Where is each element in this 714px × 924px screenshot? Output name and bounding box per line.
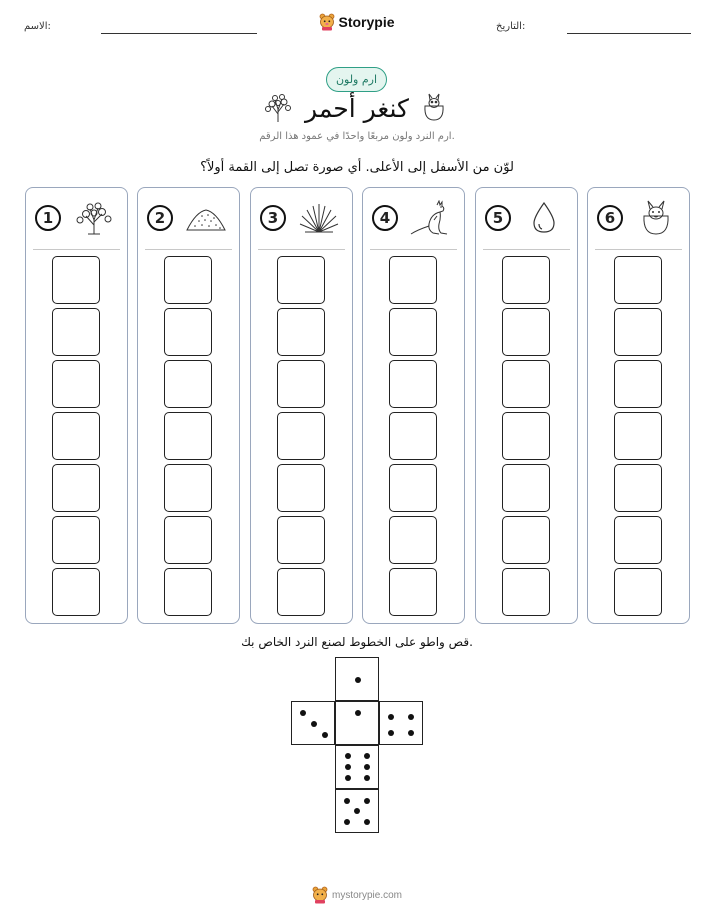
page-title: كنغر أحمر [305, 94, 409, 123]
instructions-question: لوّن من الأسفل إلى الأعلى. أي صورة تصل إلى القمة أولاً؟ [200, 160, 514, 175]
pip [364, 764, 370, 770]
color-box[interactable] [389, 412, 437, 460]
color-box[interactable] [502, 568, 550, 616]
column-divider [33, 249, 120, 250]
pip [354, 808, 360, 814]
color-box[interactable] [614, 308, 662, 356]
grass-tuft-icon [295, 200, 343, 236]
color-box[interactable] [614, 516, 662, 564]
column-number: 3 [260, 205, 286, 231]
color-box[interactable] [277, 360, 325, 408]
pip [364, 753, 370, 759]
name-label: الاسم: [24, 21, 51, 32]
color-box[interactable] [614, 360, 662, 408]
color-box[interactable] [614, 568, 662, 616]
column-number: 4 [372, 205, 398, 231]
color-box[interactable] [52, 516, 100, 564]
column-3 [250, 187, 353, 624]
pip [322, 732, 328, 738]
color-box[interactable] [164, 308, 212, 356]
color-box[interactable] [164, 256, 212, 304]
date-label: التاريخ: [496, 21, 526, 32]
color-box[interactable] [614, 256, 662, 304]
color-box[interactable] [389, 568, 437, 616]
color-box[interactable] [277, 256, 325, 304]
color-box[interactable] [502, 308, 550, 356]
column-divider [145, 249, 232, 250]
color-box[interactable] [52, 256, 100, 304]
column-number: 6 [597, 205, 623, 231]
date-line[interactable] [567, 33, 691, 34]
die-face-1 [335, 657, 379, 701]
activity-badge: ارم ولون [326, 67, 387, 92]
color-box[interactable] [614, 412, 662, 460]
pip [300, 710, 306, 716]
pip [344, 798, 350, 804]
color-box[interactable] [389, 308, 437, 356]
pip [355, 677, 361, 683]
column-divider [595, 249, 682, 250]
color-box[interactable] [52, 464, 100, 512]
column-number: 1 [35, 205, 61, 231]
pip [408, 714, 414, 720]
joey-in-pouch-icon [421, 92, 447, 122]
pip [388, 714, 394, 720]
pip [344, 819, 350, 825]
color-box[interactable] [389, 256, 437, 304]
column-divider [483, 249, 570, 250]
storypie-logo-icon [312, 886, 328, 904]
color-box[interactable] [52, 568, 100, 616]
pip [355, 710, 361, 716]
color-box[interactable] [502, 256, 550, 304]
column-6 [587, 187, 690, 624]
column-4 [362, 187, 465, 624]
color-box[interactable] [277, 464, 325, 512]
column-1 [25, 187, 128, 624]
color-box[interactable] [277, 412, 325, 460]
die-face-5 [335, 789, 379, 833]
pip [345, 764, 351, 770]
bush-icon [70, 200, 118, 236]
die-face-3 [291, 701, 335, 745]
column-2 [137, 187, 240, 624]
pip [408, 730, 414, 736]
pip [364, 819, 370, 825]
footer-url[interactable]: mystorypie.com [331, 889, 402, 901]
color-box[interactable] [389, 360, 437, 408]
color-box[interactable] [277, 516, 325, 564]
color-box[interactable] [164, 568, 212, 616]
cut-instruction: قص واطو على الخطوط لصنع النرد الخاص بك. [241, 635, 473, 649]
color-box[interactable] [277, 308, 325, 356]
color-box[interactable] [502, 464, 550, 512]
kangaroo-icon [407, 200, 455, 236]
column-divider [370, 249, 457, 250]
footer [0, 886, 714, 904]
brand [0, 13, 714, 31]
color-box[interactable] [389, 464, 437, 512]
pip [364, 798, 370, 804]
color-box[interactable] [164, 412, 212, 460]
storypie-logo-icon [319, 13, 335, 31]
water-drop-icon [520, 200, 568, 236]
column-number: 2 [147, 205, 173, 231]
color-box[interactable] [502, 412, 550, 460]
color-box[interactable] [52, 308, 100, 356]
pip [345, 775, 351, 781]
sand-pile-icon [182, 200, 230, 236]
column-number: 5 [485, 205, 511, 231]
color-box[interactable] [277, 568, 325, 616]
name-line[interactable] [101, 33, 257, 34]
instructions-subtitle: ارم النرد ولون مربعًا واحدًا في عمود هذا الرقم. [259, 131, 455, 142]
column-5 [475, 187, 578, 624]
pip [388, 730, 394, 736]
color-box[interactable] [164, 360, 212, 408]
color-box[interactable] [52, 360, 100, 408]
die-face-6 [335, 745, 379, 789]
die-face-4 [379, 701, 423, 745]
color-box[interactable] [389, 516, 437, 564]
column-divider [258, 249, 345, 250]
die-face-1 [335, 701, 379, 745]
color-box[interactable] [164, 516, 212, 564]
joey-in-pouch-icon [632, 200, 680, 236]
pip [311, 721, 317, 727]
color-box[interactable] [502, 516, 550, 564]
pip [364, 775, 370, 781]
color-box[interactable] [502, 360, 550, 408]
color-box[interactable] [52, 412, 100, 460]
brand-name: Storypie [338, 14, 395, 30]
pip [345, 753, 351, 759]
color-box[interactable] [164, 464, 212, 512]
color-box[interactable] [614, 464, 662, 512]
